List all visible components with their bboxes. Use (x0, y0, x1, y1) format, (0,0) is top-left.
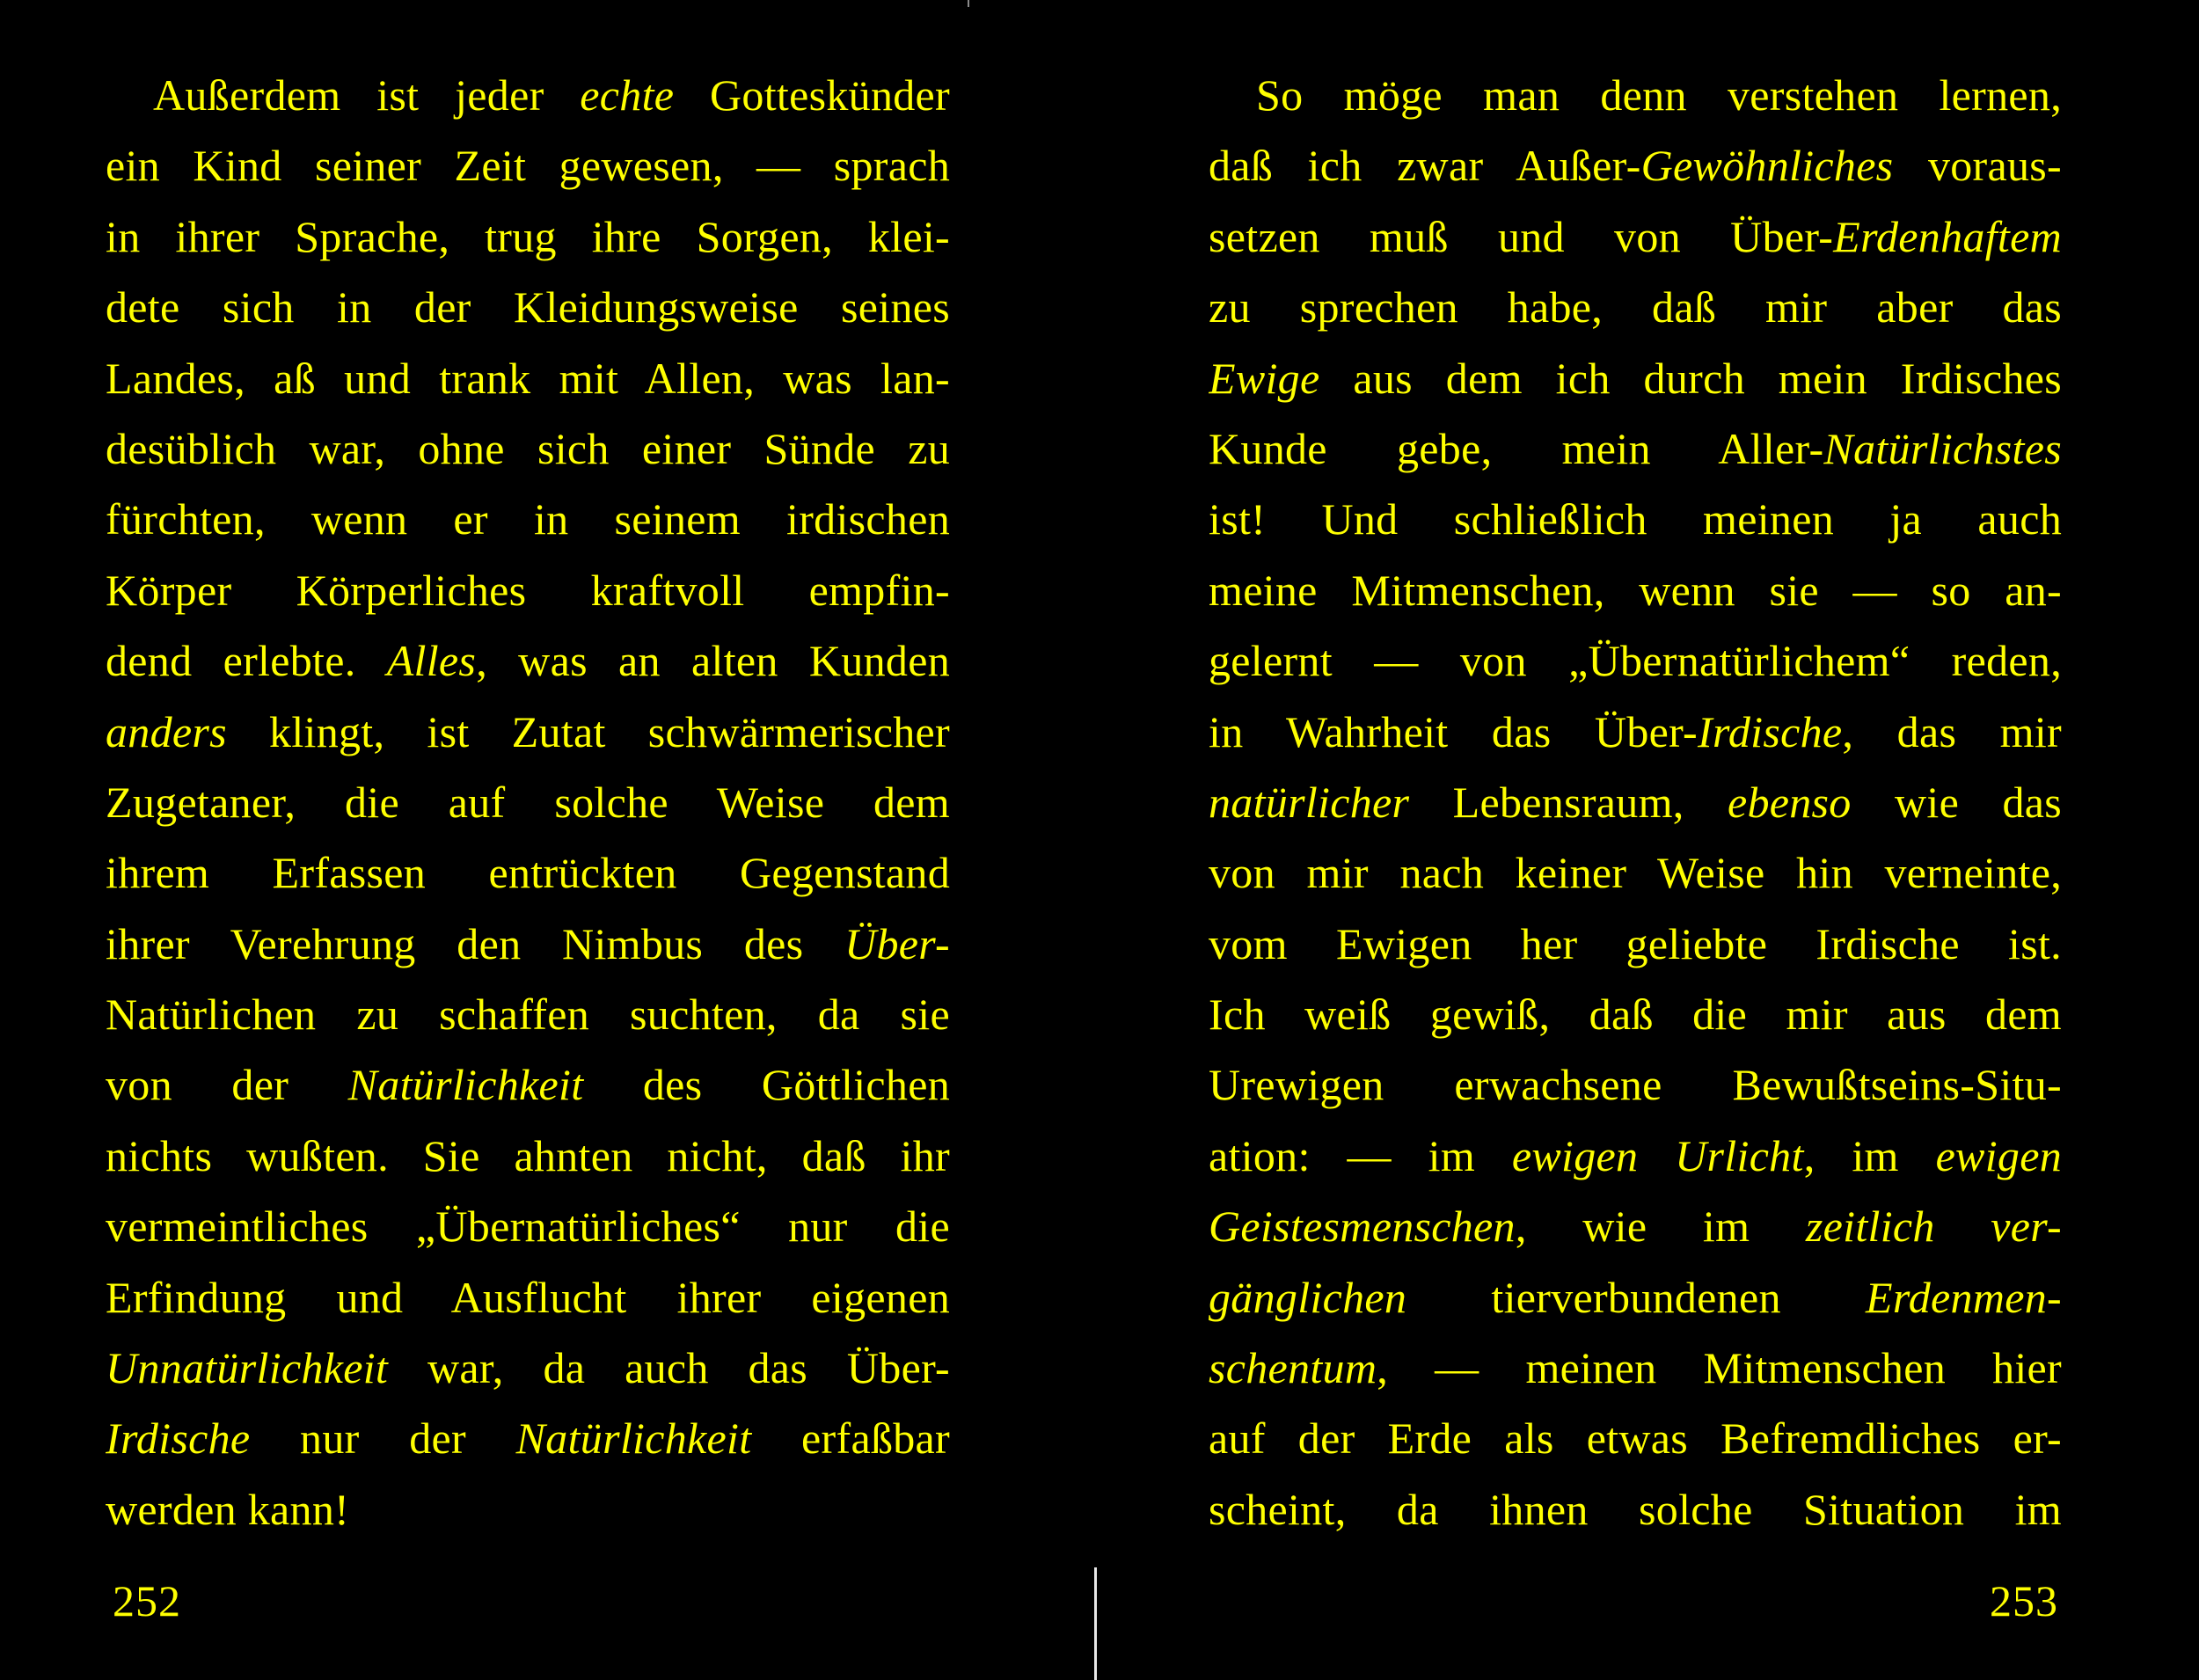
text-segment: zu sprechen habe, daß mir aber das (1209, 282, 2062, 332)
text-line (106, 130, 950, 201)
italic-text-segment: echte (580, 70, 675, 120)
text-segment: setzen muß und von Über- (1209, 211, 1834, 261)
text-segment: des Göttlichen (583, 1060, 950, 1110)
text-segment: , das mir (1842, 706, 2062, 756)
text-segment: Ich weiß gewiß, daß die mir aus dem (1209, 990, 2062, 1040)
text-segment: tierverbundenen (1406, 1272, 1866, 1322)
text-segment: dend erlebte. (106, 636, 387, 686)
text-segment: wie das (1851, 777, 2062, 827)
text-line (1209, 1191, 2062, 1261)
text-segment: daß ich zwar Außer- (1209, 141, 1641, 191)
text-line (1209, 697, 2062, 767)
text-line (106, 1049, 950, 1120)
text-line (106, 201, 950, 272)
text-line (1209, 555, 2062, 625)
text-line (106, 697, 950, 767)
italic-text-segment: Natürlichkeit (515, 1413, 752, 1464)
italic-text-segment: Über- (844, 918, 950, 968)
text-segment: erfaßbar (751, 1413, 950, 1464)
italic-text-segment: Irdische (106, 1413, 251, 1464)
text-segment: ist! Und schließlich meinen ja auch (1209, 494, 2062, 544)
text-line (106, 837, 950, 908)
text-line (106, 1121, 950, 1191)
text-line (106, 1403, 950, 1473)
text-segment: in ihrer Sprache, trug ihre Sorgen, klei- (106, 211, 950, 261)
text-segment: So möge man denn verstehen lernen, (1256, 70, 2062, 120)
text-line (106, 60, 950, 130)
text-line (1209, 1474, 2062, 1545)
text-segment: Gotteskünder (674, 70, 950, 120)
text-segment: in Wahrheit das Über- (1209, 706, 1699, 756)
italic-text-segment: natürlicher (1209, 777, 1410, 827)
text-line (1209, 1121, 2062, 1191)
italic-text-segment: Ewige (1209, 353, 1320, 403)
book-gutter-tick (968, 0, 969, 7)
text-segment: , im (1803, 1130, 1936, 1180)
text-segment: ihrer Verehrung den Nimbus des (106, 918, 845, 968)
right-page-text (1209, 60, 2062, 1545)
italic-text-segment: Erdenmen- (1866, 1272, 2062, 1322)
text-line (1209, 343, 2062, 413)
text-line (1209, 1049, 2062, 1120)
italic-text-segment: ewigen Urlicht (1511, 1130, 1804, 1180)
text-segment: war, da auch das Über- (388, 1343, 950, 1393)
text-line (1209, 909, 2062, 979)
text-segment: desüblich war, ohne sich einer Sünde zu (106, 423, 950, 473)
text-line (1209, 1262, 2062, 1333)
text-line (106, 1191, 950, 1261)
text-line (1209, 1403, 2062, 1473)
text-segment: werden kann! (106, 1484, 350, 1534)
text-segment: von der (106, 1060, 348, 1110)
italic-text-segment: anders (106, 706, 227, 756)
text-line (106, 484, 950, 554)
text-segment: fürchten, wenn er in seinem irdischen (106, 494, 950, 544)
text-segment: Natürlichen zu schaffen suchten, da sie (106, 990, 950, 1040)
left-page-text (106, 60, 950, 1545)
text-segment: Kunde gebe, mein Aller- (1209, 423, 1824, 473)
text-segment: Außerdem ist jeder (153, 70, 581, 120)
text-line (106, 979, 950, 1049)
italic-text-segment: ewigen (1935, 1130, 2062, 1180)
text-segment: ein Kind seiner Zeit gewesen, — sprach (106, 141, 950, 191)
text-segment: Erfindung und Ausflucht ihrer eigenen (106, 1272, 950, 1322)
text-line (1209, 272, 2062, 342)
text-segment: vermeintliches „Übernatürliches“ nur die (106, 1202, 950, 1252)
text-line (1209, 413, 2062, 484)
text-line (1209, 625, 2062, 696)
text-line (1209, 1333, 2062, 1403)
italic-text-segment: Natürlichkeit (347, 1060, 584, 1110)
text-segment: , — meinen Mitmenschen hier (1377, 1343, 2062, 1393)
italic-text-segment: Unnatürlichkeit (106, 1343, 389, 1393)
italic-text-segment: ebenso (1727, 777, 1852, 827)
text-segment: gelernt — von „Übernatürlichem“ reden, (1209, 636, 2062, 686)
italic-text-segment: Erdenhaftem (1833, 211, 2062, 261)
italic-text-segment: Natürlichstes (1823, 423, 2062, 473)
text-line (1209, 201, 2062, 272)
text-segment: , wie im (1515, 1202, 1806, 1252)
text-segment: vom Ewigen her geliebte Irdische ist. (1209, 918, 2062, 968)
text-line (106, 343, 950, 413)
text-line (1209, 979, 2062, 1049)
right-page (1110, 0, 2199, 1680)
text-segment: aus dem ich durch mein Irdisches (1319, 353, 2062, 403)
text-segment: Körper Körperliches kraftvoll empfin- (106, 565, 950, 615)
text-segment: ation: — im (1209, 1130, 1512, 1180)
book-gutter-line (1094, 1567, 1097, 1680)
text-segment: von mir nach keiner Weise hin verneinte, (1209, 848, 2062, 898)
text-segment: Lebensraum, (1409, 777, 1728, 827)
italic-text-segment: gänglichen (1209, 1272, 1407, 1322)
italic-text-segment: zeitlich ver- (1805, 1202, 2062, 1252)
text-segment: scheint, da ihnen solche Situation im (1209, 1484, 2062, 1534)
text-segment: klingt, ist Zutat schwärmerischer (226, 706, 950, 756)
text-segment: nur der (250, 1413, 516, 1464)
text-line (1209, 130, 2062, 201)
text-line (106, 767, 950, 837)
text-line (106, 625, 950, 696)
text-segment: Urewigen erwachsene Bewußtseins-Situ- (1209, 1060, 2062, 1110)
text-line (106, 1262, 950, 1333)
left-page-number: 252 (113, 1576, 181, 1625)
text-segment: nichts wußten. Sie ahnten nicht, daß ihr (106, 1130, 950, 1180)
italic-text-segment: schentum (1209, 1343, 1377, 1393)
text-line (1209, 767, 2062, 837)
text-line (1209, 484, 2062, 554)
text-line (106, 909, 950, 979)
text-segment: ihrem Erfassen entrückten Gegenstand (106, 848, 950, 898)
text-line (106, 555, 950, 625)
text-line (106, 413, 950, 484)
text-segment: dete sich in der Kleidungsweise seines (106, 282, 950, 332)
text-segment: auf der Erde als etwas Befremdliches er- (1209, 1413, 2062, 1464)
text-line (1209, 837, 2062, 908)
text-line (1209, 60, 2062, 130)
text-segment: Zugetaner, die auf solche Weise dem (106, 777, 950, 827)
text-segment: voraus- (1893, 141, 2062, 191)
italic-text-segment: Alles (386, 636, 477, 686)
right-page-number: 253 (1990, 1576, 2058, 1625)
text-line (106, 1333, 950, 1403)
italic-text-segment: Geistesmenschen (1209, 1202, 1516, 1252)
text-segment: meine Mitmenschen, wenn sie — so an- (1209, 565, 2062, 615)
text-line (106, 272, 950, 342)
italic-text-segment: Gewöhnliches (1640, 141, 1894, 191)
text-line (106, 1474, 950, 1545)
italic-text-segment: Irdische (1698, 706, 1843, 756)
text-segment: , was an alten Kunden (476, 636, 950, 686)
text-segment: Landes, aß und trank mit Allen, was lan- (106, 353, 950, 403)
left-page (0, 0, 1091, 1680)
